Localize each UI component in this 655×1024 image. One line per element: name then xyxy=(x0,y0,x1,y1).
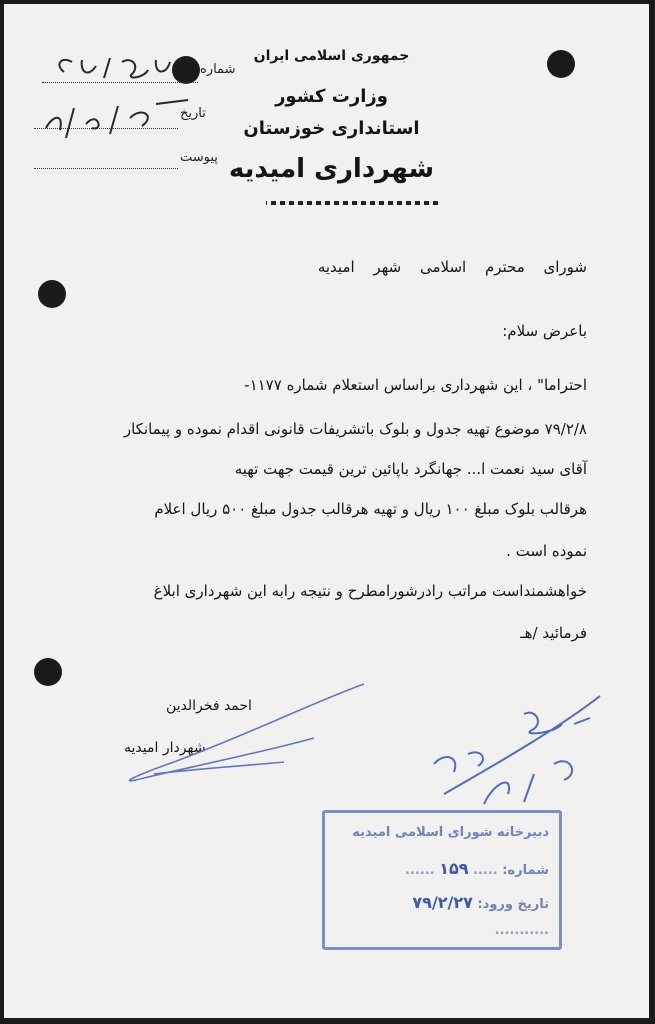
stamp-date-value: ۷۹/۲/۲۷ xyxy=(412,893,473,912)
handwritten-number-ink xyxy=(52,52,182,92)
header-republic: جمهوری اسلامی ایران xyxy=(253,48,410,64)
handwritten-note-ink xyxy=(424,694,604,814)
body-line: ۷۹/۲/۸ موضوع تهیه جدول و بلوک باتشریفات قانونی اقدام نموده و پیمانکار xyxy=(123,420,587,438)
body-line: نموده است . xyxy=(506,542,587,560)
recipient-line: شورای محترم اسلامی شهر امیدیه xyxy=(317,258,587,276)
received-stamp xyxy=(322,810,562,950)
note-date xyxy=(494,784,497,785)
punch-hole xyxy=(38,280,66,308)
date-label: تاریخ xyxy=(180,106,206,121)
body-line: فرمائید /هـ xyxy=(520,624,587,642)
attachment-line xyxy=(34,168,178,169)
handwritten-number xyxy=(74,52,76,53)
handwritten-date-ink xyxy=(38,98,188,144)
signatory-title: شهردار امیدیه xyxy=(124,740,206,756)
stamp-number-label: شماره: xyxy=(502,863,549,878)
note-number xyxy=(440,764,441,765)
signatory-name: احمد فخرالدین xyxy=(166,698,252,714)
stamp-title: دبیرخانه شورای اسلامی امیدیه xyxy=(352,825,549,840)
stamp-date-label: تاریخ ورود: xyxy=(477,897,549,912)
stamp-blank-row: ........... xyxy=(494,923,549,938)
stamp-number-row: شماره: ..... ۱۵۹ ...... xyxy=(405,859,549,878)
body-line: خواهشمنداست مراتب رادرشورامطرح و نتیجه رابه این شهرداری ابلاغ xyxy=(153,582,587,600)
header-underline xyxy=(266,201,438,205)
attachment-label: پیوست xyxy=(180,150,218,165)
punch-hole xyxy=(34,658,62,686)
body-line: هرقالب بلوک مبلغ ۱۰۰ ریال و تهیه هرقالب جدول مبلغ ۵۰۰ ریال اعلام xyxy=(154,500,587,518)
handwritten-signature xyxy=(114,682,374,792)
stamp-number-value: ۱۵۹ xyxy=(439,859,469,878)
header-governorate: استانداری خوزستان xyxy=(243,118,420,139)
number-label: شماره xyxy=(200,62,236,77)
letter-page xyxy=(4,4,649,1018)
salutation: باعرض سلام: xyxy=(502,322,587,340)
body-line: احتراما" ، این شهرداری براساس استعلام شماره ۱۱۷۷- xyxy=(244,376,587,394)
body-line: آقای سید نعمت ا... جهانگرد باپائین ترین قیمت جهت تهیه xyxy=(234,460,587,478)
stamp-date-row xyxy=(412,893,549,912)
header-municipality: شهرداری امیدیه xyxy=(228,154,435,184)
handwritten-date xyxy=(64,104,67,105)
header-ministry: وزارت کشور xyxy=(275,86,388,107)
